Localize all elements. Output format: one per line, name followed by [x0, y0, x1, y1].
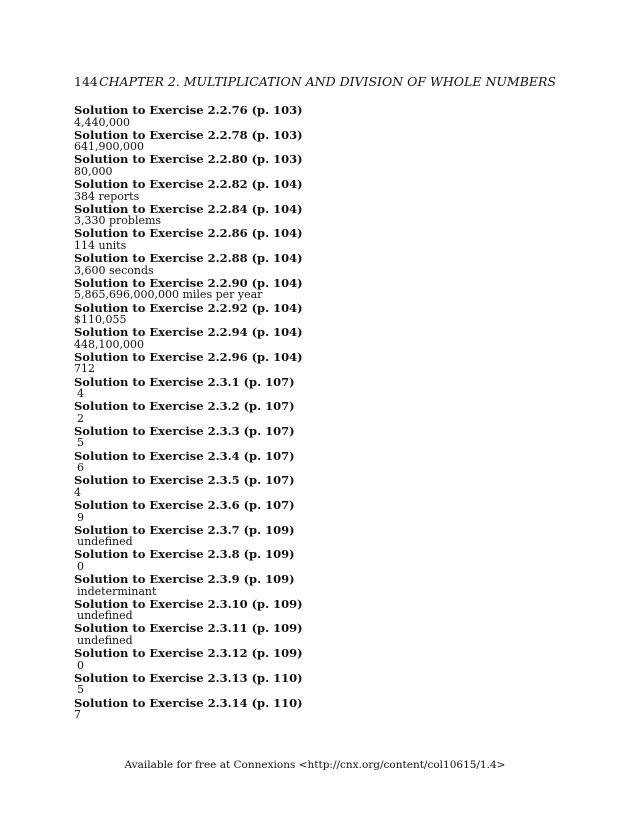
solution-entry: [74, 524, 303, 549]
solution-entry: [74, 450, 303, 475]
solution-answer: undefined: [77, 535, 133, 549]
solution-entry: [74, 548, 303, 573]
solution-answer: 7: [74, 708, 81, 721]
solution-entry: [74, 277, 303, 302]
solution-answer: 448,100,000: [74, 337, 144, 351]
solution-answer: 80,000: [74, 164, 113, 178]
footer-availability: Available for free at Connexions <http://cnx.org/content/col10615/1.4>: [124, 759, 506, 771]
solution-answer: undefined: [77, 609, 133, 623]
solution-heading: Solution to Exercise 2.3.2 (p. 107): [74, 400, 295, 414]
solution-entry: [74, 326, 303, 351]
solution-heading: Solution to Exercise 2.2.94 (p. 104): [74, 326, 303, 340]
solution-entry: [74, 647, 303, 672]
solution-answer: indeterminant: [77, 584, 157, 598]
solution-answer: $110,055: [74, 313, 127, 326]
solution-answer: 0: [77, 559, 84, 573]
solution-entry: [74, 573, 303, 598]
solution-answer: 3,600 seconds: [74, 263, 154, 277]
solution-entry: [74, 104, 303, 129]
solution-entry: [74, 302, 303, 327]
solution-answer: 5,865,696,000,000 miles per year: [74, 288, 263, 302]
chapter-title: CHAPTER 2. MULTIPLICATION AND DIVISION OF WHOLE NUMBERS: [99, 74, 556, 89]
solution-heading: Solution to Exercise 2.2.88 (p. 104): [74, 252, 303, 266]
solution-entry: [74, 697, 303, 722]
solution-answer: 712: [74, 362, 95, 376]
solution-entry: [74, 376, 303, 401]
solution-answer: 5: [77, 436, 84, 450]
solution-heading: Solution to Exercise 2.3.5 (p. 107): [74, 474, 295, 488]
solution-answer: 4,440,000: [74, 115, 130, 129]
solution-heading: Solution to Exercise 2.2.96 (p. 104): [74, 350, 303, 364]
solution-answer: 4: [74, 485, 81, 499]
solution-answer: 0: [77, 658, 84, 672]
solution-heading: Solution to Exercise 2.3.7 (p. 109): [74, 523, 295, 537]
solution-heading: Solution to Exercise 2.2.82 (p. 104): [74, 178, 303, 192]
solution-entry: [74, 178, 303, 203]
solution-heading: Solution to Exercise 2.3.13 (p. 110): [74, 671, 303, 685]
page-number: 144: [74, 74, 98, 89]
solution-answer: 5: [77, 683, 84, 697]
solution-heading: Solution to Exercise 2.3.12 (p. 109): [74, 647, 303, 661]
solution-entry: [74, 499, 303, 524]
solution-heading: Solution to Exercise 2.3.11 (p. 109): [74, 622, 303, 636]
solution-heading: Solution to Exercise 2.2.76 (p. 103): [74, 104, 303, 117]
solution-entry: [74, 351, 303, 376]
solution-answer: 6: [77, 461, 84, 475]
solution-answer: undefined: [77, 633, 133, 647]
solution-heading: Solution to Exercise 2.3.3 (p. 107): [74, 424, 295, 438]
solution-entry: [74, 400, 303, 425]
solution-heading: Solution to Exercise 2.2.84 (p. 104): [74, 202, 303, 216]
solution-entry: [74, 153, 303, 178]
solution-entry: [74, 425, 303, 450]
solution-answer: 9: [77, 510, 84, 524]
solution-answer: 2: [77, 411, 84, 425]
solution-entry: [74, 227, 303, 252]
solution-heading: Solution to Exercise 2.3.1 (p. 107): [74, 375, 295, 389]
solution-answer: 3,330 problems: [74, 214, 162, 228]
solution-entry: [74, 474, 303, 499]
solution-heading: Solution to Exercise 2.3.14 (p. 110): [74, 696, 303, 710]
solution-heading: Solution to Exercise 2.3.4 (p. 107): [74, 449, 295, 463]
solution-answer: 384 reports: [74, 189, 140, 203]
solution-entry: [74, 672, 303, 697]
solution-heading: Solution to Exercise 2.2.80 (p. 103): [74, 153, 303, 167]
solution-entry: [74, 252, 303, 277]
solution-entry: [74, 203, 303, 228]
solution-entry: [74, 129, 303, 154]
solution-heading: Solution to Exercise 2.3.10 (p. 109): [74, 597, 303, 611]
solution-heading: Solution to Exercise 2.3.8 (p. 109): [74, 548, 295, 562]
solution-heading: Solution to Exercise 2.2.78 (p. 103): [74, 128, 303, 142]
solution-answer: 4: [77, 387, 84, 401]
solution-heading: Solution to Exercise 2.2.86 (p. 104): [74, 227, 303, 241]
solution-entry: [74, 598, 303, 623]
solution-answer: 114 units: [74, 238, 127, 252]
solution-heading: Solution to Exercise 2.3.9 (p. 109): [74, 573, 295, 587]
solution-entry: [74, 622, 303, 647]
solution-answer: 641,900,000: [74, 140, 144, 154]
solution-heading: Solution to Exercise 2.2.90 (p. 104): [74, 276, 303, 290]
solution-heading: Solution to Exercise 2.3.6 (p. 107): [74, 499, 295, 512]
solution-heading: Solution to Exercise 2.2.92 (p. 104): [74, 301, 303, 315]
solutions-list: [74, 104, 303, 721]
